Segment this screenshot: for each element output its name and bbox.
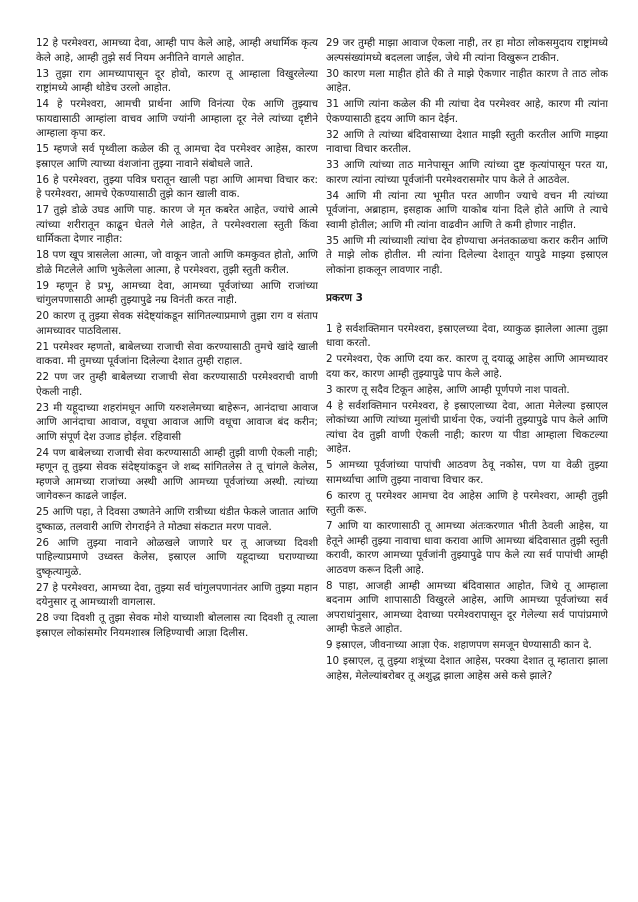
verse: 6 कारण तू परमेश्वर आमचा देव आहेस आणि हे परमेश्वरा, आम्ही तुझी स्तुती करू. bbox=[326, 489, 608, 516]
verse: 24 पण बाबेलच्या राजाची सेवा करण्यासाठी आम्ही तुझी वाणी ऐकली नाही; म्हणून तू तुझ्या सेवक संदेष्ट्यांकडून जे शब्द सांगितलेस ते तू चांगले केलेस, म्हणजे आमच्या राजांच्या अस्थी आणि आमच्या पूर्वजांच्या अस्थी. त्यांच्या जागेवरून काढले जाईल. bbox=[36, 446, 318, 502]
verse: 18 पण खूप त्रासलेला आत्मा, जो वाकून जातो आणि कमकुवत होतो, आणि डोळे मिटलेले आणि भुकेलेला आत्मा, हे परमेश्वरा, तुझी स्तुती करील. bbox=[36, 249, 318, 276]
verse: 26 आणि तुझ्या नावाने ओळखले जाणारे घर तू आजच्या दिवशी पाहिल्याप्रमाणे उध्वस्त केलेस, इस्राएल आणि यहूदाच्या घराण्याच्या दुष्कृत्यामुळे. bbox=[36, 536, 318, 578]
verse: 35 आणि मी त्यांच्याशी त्यांचा देव होण्याचा अनंतकाळचा करार करीन आणि ते माझे लोक होतील. मी त्यांना दिलेल्या देशातून यापुढे माझ्या इस्राएल लोकांना हाकलून लावणार नाही. bbox=[326, 234, 608, 276]
verse: 31 आणि त्यांना कळेल की मी त्यांचा देव परमेश्वर आहे, कारण मी त्यांना ऐकण्यासाठी हृदय आणि कान देईन. bbox=[326, 98, 608, 125]
verse: 14 हे परमेश्वरा, आमची प्रार्थना आणि विनंत्या ऐक आणि तुझ्याच फायद्यासाठी आम्हांला वाचव आणि ज्यांनी आम्हाला दूर नेले त्यांच्या दृष्टीने आम्हाला कृपा कर. bbox=[36, 98, 318, 139]
verse: 27 हे परमेश्वरा, आमच्या देवा, तुझ्या सर्व चांगुलपणानंतर आणि तुझ्या महान दयेनुसार तू आमच्याशी वागलास. bbox=[36, 581, 318, 608]
verse: 5 आमच्या पूर्वजांच्या पापांची आठवण ठेवू नकोस, पण या वेळी तुझ्या सामर्थ्याचा आणि तुझ्या नावाचा विचार कर. bbox=[326, 459, 608, 486]
verse: 19 म्हणून हे प्रभू, आमच्या देवा, आमच्या पूर्वजांच्या आणि राजांच्या चांगुलपणासाठी आम्ही तुझ्यापुढे नम्र विनंती करत नाही. bbox=[36, 279, 318, 306]
verse: 13 तुझा राग आमच्यापासून दूर होवो, कारण तू आम्हाला विखुरलेल्या राष्ट्रांमध्ये आम्ही थोडेच उरलो आहोत. bbox=[36, 67, 318, 94]
verse: 32 आणि ते त्यांच्या बंदिवासाच्या देशात माझी स्तुती करतील आणि माझ्या नावाचा विचार करतील. bbox=[326, 128, 608, 155]
verse: 30 कारण मला माहीत होते की ते माझे ऐकणार नाहीत कारण ते ताठ लोक आहेत. bbox=[326, 67, 608, 94]
verse: 4 हे सर्वशक्तिमान परमेश्वरा, हे इस्राएलाच्या देवा, आता मेलेल्या इस्राएल लोकांच्या आणि त्यांच्या मुलांची प्रार्थना ऐक, ज्यांनी तुझ्यापुढे पाप केले आणि त्यांचा देव तुझी वाणी ऐकली नाही; कारण या पीडा आम्हाला चिकटल्या आहेत. bbox=[326, 399, 608, 455]
chapter-heading: प्रकरण 3 bbox=[326, 292, 363, 304]
verse: 16 हे परमेश्वरा, तुझ्या पवित्र घरातून खाली पहा आणि आमचा विचार कर: हे परमेश्वरा, आमचे ऐकण्यासाठी तुझे कान खाली वाक. bbox=[36, 173, 318, 200]
verse: 28 ज्या दिवशी तू तुझा सेवक मोशे याच्याशी बोललास त्या दिवशी तू त्याला इस्राएल लोकांसमोर नियमशास्त्र लिहिण्याची आज्ञा दिलीस. bbox=[36, 612, 318, 639]
verse: 10 इस्राएल, तू तुझ्या शत्रूंच्या देशात आहेस, परक्या देशात तू म्हातारा झाला आहेस, मेलेल्यांबरोबर तू अशुद्ध झाला आहेस असे कसे झाले? bbox=[326, 655, 608, 682]
verse: 15 म्हणजे सर्व पृथ्वीला कळेल की तू आमचा देव परमेश्वर आहेस, कारण इस्राएल आणि त्याच्या वंशजांना तुझ्या नावाने संबोधले जाते. bbox=[36, 143, 318, 170]
verse: 23 मी यहूदाच्या शहरांमधून आणि यरुशलेमच्या बाहेरून, आनंदाचा आवाज आणि आनंदाचा आवाज, वधूचा आवाज आणि वधूचा आवाज बंद करीन; आणि संपूर्ण देश उजाड होईल. रहिवासी bbox=[36, 401, 318, 443]
right-column bbox=[326, 36, 608, 866]
verse: 3 कारण तू सदैव टिकून आहेस, आणि आम्ही पूर्णपणे नाश पावतो. bbox=[326, 383, 570, 396]
verse: 21 परमेश्वर म्हणतो, बाबेलच्या राजाची सेवा करण्यासाठी तुमचे खांदे खाली वाकवा. मी तुमच्या पूर्वजांना दिलेल्या देशात तुम्ही राहाल. bbox=[36, 340, 318, 367]
verse: 25 आणि पहा, ते दिवसा उष्णतेने आणि रात्रीच्या थंडीत फेकले जातात आणि दुष्काळ, तलवारी आणि रोगराईने ते मोठ्या संकटात मरण पावले. bbox=[36, 506, 318, 533]
document-page bbox=[36, 36, 608, 866]
verse: 29 जर तुम्ही माझा आवाज ऐकला नाही, तर हा मोठा लोकसमुदाय राष्ट्रांमध्ये अल्पसंख्यांमध्ये बदलला जाईल, जेथे मी त्यांना विखुरून टाकीन. bbox=[326, 37, 608, 64]
verse: 20 कारण तू तुझ्या सेवक संदेष्ट्यांकडून सांगितल्याप्रमाणे तुझा राग व संताप आमच्यावर पाठविलास. bbox=[36, 310, 318, 337]
verse: 2 परमेश्वरा, ऐक आणि दया कर. कारण तू दयाळू आहेस आणि आमच्यावर दया कर, कारण आम्ही तुझ्यापुढे पाप केले आहे. bbox=[326, 353, 608, 380]
verse: 1 हे सर्वशक्तिमान परमेश्वरा, इस्राएलच्या देवा, व्याकुळ झालेला आत्मा तुझा धावा करतो. bbox=[326, 322, 608, 349]
verse: 12 हे परमेश्वरा, आमच्या देवा, आम्ही पाप केले आहे, आम्ही अधार्मिक कृत्य केले आहे, आम्ही तुझे सर्व नियम अनीतिने वागले आहोत. bbox=[36, 37, 318, 64]
verse: 34 आणि मी त्यांना त्या भूमीत परत आणीन ज्याचे वचन मी त्यांच्या पूर्वजांना, अब्राहाम, इसहाक आणि याकोब यांना दिले होते आणि ते त्याचे स्वामी होतील; आणि मी त्यांना वाढवीन आणि ते कमी होणार नाहीत. bbox=[326, 189, 608, 231]
verse: 33 आणि त्यांच्या ताठ मानेपासून आणि त्यांच्या दुष्ट कृत्यांपासून परत या, कारण त्यांना त्यांच्या पूर्वजांनी परमेश्वरासमोर पाप केले ते आठवेल. bbox=[326, 159, 608, 186]
left-column bbox=[36, 36, 318, 866]
verse: 8 पाहा, आजही आम्ही आमच्या बंदिवासात आहोत, जिथे तू आम्हाला बदनाम आणि शापासाठी विखुरले आहेस, आणि आमच्या पूर्वजांच्या सर्व अपराधांनुसार, आमच्या देवाच्या परमेश्वरापासून दूर गेलेल्या सर्व पापांप्रमाणे आम्ही फेडले आहोत. bbox=[326, 579, 608, 635]
verse: 17 तुझे डोळे उघड आणि पाह. कारण जे मृत कबरेत आहेत, ज्यांचे आत्मे त्यांच्या शरीरातून काढून घेतले गेले आहेत, ते परमेश्वराला स्तुती किंवा धार्मिकता देणार नाहीत: bbox=[36, 204, 318, 245]
verse: 9 इस्राएल, जीवनाच्या आज्ञा ऐक. शहाणपण समजून घेण्यासाठी कान दे. bbox=[326, 639, 592, 651]
verse: 22 पण जर तुम्ही बाबेलच्या राजाची सेवा करण्यासाठी परमेश्वराची वाणी ऐकली नाही. bbox=[36, 371, 318, 398]
verse: 7 आणि या कारणासाठी तू आमच्या अंतःकरणात भीती ठेवली आहेस, या हेतूने आम्ही तुझ्या नावाचा धावा करावा आणि आमच्या बंदिवासात तुझी स्तुती करावी, कारण आमच्या पूर्वजांनी तुझ्यापुढे पाप केले त्या सर्व पापांची आम्ही आठवण करून दिली आहे. bbox=[326, 520, 608, 576]
